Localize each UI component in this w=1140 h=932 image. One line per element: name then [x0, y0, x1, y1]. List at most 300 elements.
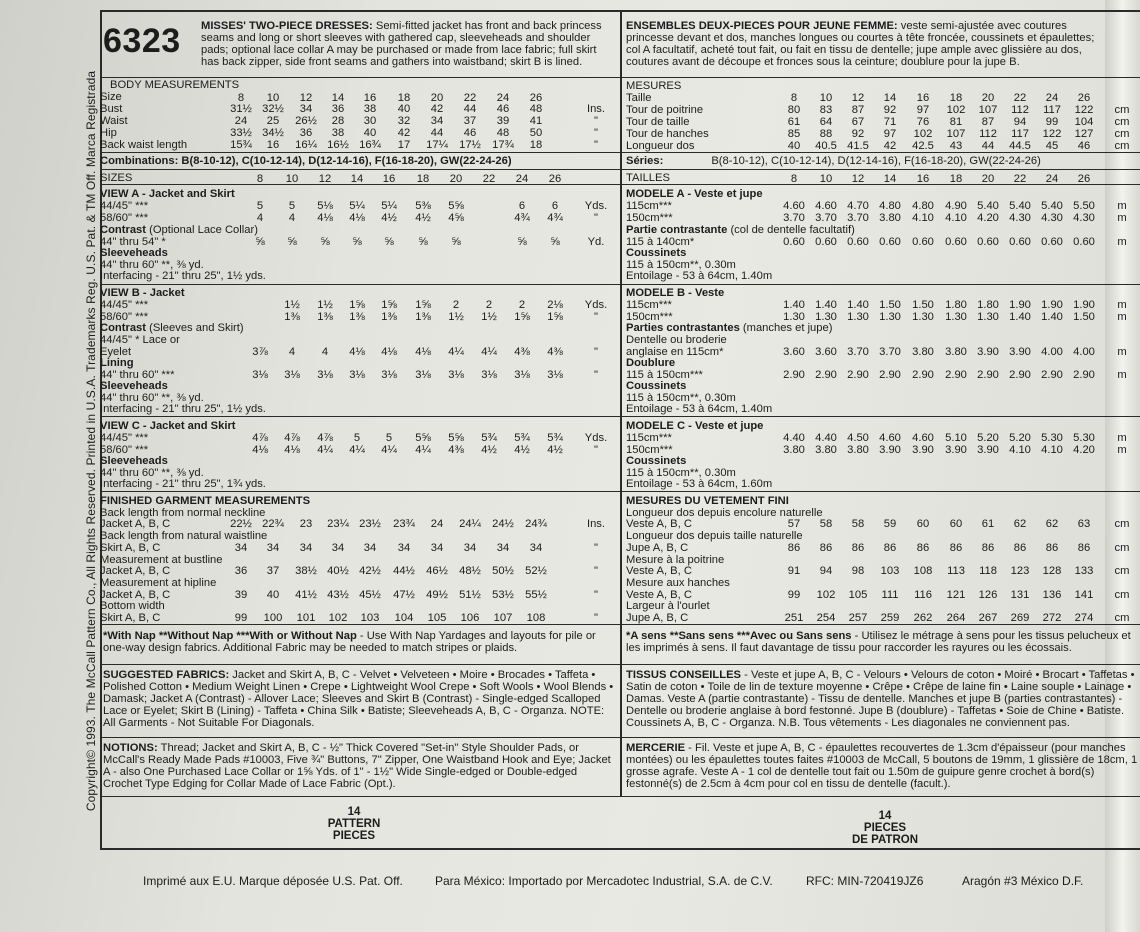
- fr-measurement-value: 16: [916, 92, 930, 104]
- fr-yardage-value: 4.20: [977, 212, 999, 224]
- fr-yardage-value: 1.90: [1009, 299, 1031, 311]
- fr-yardage-value: 2.90: [879, 369, 901, 381]
- fr-yardage-value: 5.10: [945, 432, 967, 444]
- yardage-unit: ": [594, 212, 598, 224]
- yardage-value: ⅝: [517, 236, 527, 248]
- finished-measurement-value: 39: [234, 589, 248, 601]
- fr-yardage-value: 4.10: [1009, 444, 1031, 456]
- en-f2: Back length from natural waistline: [100, 530, 268, 542]
- yardage-value: 3⅛: [284, 369, 300, 381]
- yardage-value: 1⅝: [381, 299, 397, 311]
- en-b-lining: 44" thru 60" ***: [100, 369, 175, 381]
- body-measurement-value: 30: [363, 115, 377, 127]
- finished-measurement-value: 103: [360, 612, 380, 624]
- fr-measurement-value: 85: [787, 128, 801, 140]
- fr-finished-measurement-value: 59: [883, 518, 897, 530]
- en-finished-title: FINISHED GARMENT MEASUREMENTS: [100, 495, 311, 507]
- yardage-value: 3⅛: [381, 369, 397, 381]
- finished-measurement-value: 34: [529, 542, 543, 554]
- yardage-value: 4⅝: [448, 212, 464, 224]
- finished-measurement-value: 38½: [295, 565, 317, 577]
- body-measurement-value: 16¾: [359, 139, 381, 151]
- fr-yardage-value: 1.50: [912, 299, 934, 311]
- fr-finished-measurement-value: 126: [978, 589, 998, 601]
- yardage-value: 5¾: [481, 432, 497, 444]
- fr-measurement-value: 64: [819, 116, 833, 128]
- fr-measurement-value: 42.5: [912, 140, 934, 152]
- fr-finished-measurement-value: 63: [1077, 518, 1091, 530]
- yardage-value: 1⅝: [349, 299, 365, 311]
- fr-yardage-value: 2.90: [1009, 369, 1031, 381]
- fr-finished-measurement-value: 86: [1013, 542, 1027, 554]
- yardage-value: 4⅛: [284, 444, 300, 456]
- fr-finished-measurement-value: 257: [848, 612, 868, 624]
- fr-a-c: 115 à 150cm**, 0.30m: [626, 259, 736, 271]
- size-value: 22: [482, 173, 496, 185]
- fr-yardage-value: 1.40: [847, 299, 869, 311]
- body-measurement-value: 18: [529, 139, 543, 151]
- yardage-unit: Yds.: [584, 432, 608, 444]
- body-measurement-value: 44: [430, 127, 444, 139]
- fr-yardage-value: 5.30: [1041, 432, 1063, 444]
- yardage-value: 4⅜: [514, 346, 530, 358]
- fr-sizes-row: [0, 173, 1140, 185]
- fr-finished-measurement-value: 123: [1010, 565, 1030, 577]
- fr-yardage-value: 0.60: [1073, 236, 1095, 248]
- fr-pieces-line1: PIECES: [863, 822, 907, 834]
- size-value: 16: [382, 173, 396, 185]
- yardage-label: 58/60" ***: [100, 444, 149, 456]
- fr-measurement-value: 43: [949, 140, 963, 152]
- fr-yardage-value: 4.80: [912, 200, 934, 212]
- en-f5: Bottom width: [100, 600, 165, 612]
- fr-pieces-count: 14: [878, 810, 892, 822]
- fr-yardage-value: 4.40: [815, 432, 837, 444]
- yardage-value: 4⅜: [448, 444, 464, 456]
- body-measurement-value: 15¾: [230, 139, 252, 151]
- yardage-value: 5⅝: [448, 200, 464, 212]
- yardage-value: 4¼: [381, 444, 397, 456]
- en-b-sleeveheads: Sleeveheads: [100, 380, 168, 392]
- fr-yardage-value: 3.90: [1009, 346, 1031, 358]
- fr-yardage-value: 1.30: [912, 311, 934, 323]
- fr-pattern-pieces: [825, 810, 945, 846]
- fr-series: [626, 156, 1041, 168]
- fr-yardage-value: 2.90: [945, 369, 967, 381]
- finished-measurement-value: 34: [430, 542, 444, 554]
- en-f3: Measurement at bustline: [100, 554, 223, 566]
- footer-trademark: Imprimé aux E.U. Marque déposée U.S. Pat. Off.: [143, 874, 403, 888]
- pattern-number: 6323: [103, 22, 181, 60]
- size-value: 26: [548, 173, 562, 185]
- finished-measurement-value: 34: [299, 542, 313, 554]
- yardage-value: 2: [518, 299, 526, 311]
- rule: [622, 77, 1140, 78]
- rule: [100, 284, 1140, 285]
- fr-measurement-value: 45: [1045, 140, 1059, 152]
- finished-measurement-value: 43½: [327, 589, 349, 601]
- fr-doublure: Doublure: [626, 357, 676, 369]
- finished-measurement-label: Jacket A, B, C: [100, 565, 171, 577]
- body-measurement-label: Hip: [100, 127, 117, 139]
- en-b-interfacing: Interfacing - 21" thru 25", 1½ yds.: [100, 403, 266, 415]
- fr-finished-measurement-label: Veste A, B, C: [626, 589, 692, 601]
- size-value: 14: [331, 92, 345, 104]
- yardage-value: 3⅞: [252, 346, 268, 358]
- fr-f4: Mesure aux hanches: [626, 577, 730, 589]
- fr-measurement-unit: cm: [1114, 116, 1130, 128]
- finished-measurement-unit: Ins.: [586, 518, 606, 530]
- yardage-label: 44" thru 54" *: [100, 236, 166, 248]
- footer-address: Aragón #3 México D.F.: [962, 874, 1084, 888]
- en-nap-bold: *With Nap **Without Nap ***With or Without Nap: [103, 630, 357, 642]
- fr-measurement-label: Longueur dos: [626, 140, 695, 152]
- fr-yardage-value: 0.60: [1041, 236, 1063, 248]
- fr-yardage-unit: m: [1117, 236, 1127, 248]
- fr-finished-measurement-unit: cm: [1114, 542, 1130, 554]
- fr-finished-measurement-value: 131: [1010, 589, 1030, 601]
- en-b-lace: 44/45" * Lace or: [100, 334, 180, 346]
- body-measurement-value: 37: [463, 115, 477, 127]
- finished-measurement-value: 48½: [459, 565, 481, 577]
- fr-yardage-value: 2.90: [977, 369, 999, 381]
- fr-yardage-value: 4.10: [1041, 444, 1063, 456]
- body-measurement-value: 26½: [295, 115, 317, 127]
- rule: [100, 77, 620, 78]
- fr-finished-measurement-label: Veste A, B, C: [626, 565, 692, 577]
- yardage-value: 3⅛: [514, 369, 530, 381]
- fr-finished-measurement-value: 269: [1010, 612, 1030, 624]
- en-b-lining-title: Lining: [100, 357, 134, 369]
- finished-measurement-value: 24: [430, 518, 444, 530]
- body-measurement-label: Back waist length: [100, 139, 188, 151]
- yardage-value: 1½: [481, 311, 497, 323]
- yardage-value: 5: [256, 200, 264, 212]
- yardage-value: 3⅛: [448, 369, 464, 381]
- fr-finished-measurement-value: 274: [1074, 612, 1094, 624]
- en-a-contrast-title: Contrast: [100, 224, 146, 236]
- en-view-b-title: VIEW B - Jacket: [100, 287, 185, 299]
- fr-header-body: veste semi-ajustée avec coutures princesse devant et dos, manches longues ou courtes à tête froncée, coussinets et épaulettes; col A facultatif, acheté tout fait, ou fait en tissu de dentelle; jupe ample avec glissière au dos, coutures avant de découpe et fronces sous la ceinture; doublure pour la jupe B.: [626, 20, 1095, 68]
- body-measurement-value: 48: [496, 127, 510, 139]
- fr-yardage-label: 150cm***: [626, 444, 673, 456]
- fr-series-label: Séries:: [626, 155, 664, 167]
- fr-measurement-label: Tour de hanches: [626, 128, 709, 140]
- yardage-unit: ": [594, 346, 598, 358]
- finished-measurement-value: 50½: [492, 565, 514, 577]
- body-measurement-value: 44: [463, 103, 477, 115]
- body-measurement-value: 50: [529, 127, 543, 139]
- finished-measurement-value: 107: [493, 612, 513, 624]
- yardage-label: 44/45" ***: [100, 432, 149, 444]
- size-value: 24: [515, 173, 529, 185]
- fr-header: [626, 20, 1100, 68]
- finished-measurement-value: 51½: [459, 589, 481, 601]
- fr-measurement-value: 14: [883, 92, 897, 104]
- fr-measurement-unit: cm: [1114, 140, 1130, 152]
- body-measurement-value: 32: [397, 115, 411, 127]
- fr-measurement-value: 104: [1074, 116, 1094, 128]
- en-a-contrast-note: (Optional Lace Collar): [149, 224, 258, 236]
- fr-finished-measurement-value: 251: [784, 612, 804, 624]
- yardage-unit: ": [594, 369, 598, 381]
- yardage-value: ⅝: [255, 236, 265, 248]
- yardage-value: 4⅛: [252, 444, 268, 456]
- fr-finished-measurement-value: 113: [947, 565, 965, 577]
- fr-yardage-value: 4.10: [945, 212, 967, 224]
- fr-yardage-value: 4.60: [912, 432, 934, 444]
- finished-measurement-value: 24¼: [459, 518, 481, 530]
- fr-yardage-value: 5.20: [1009, 432, 1031, 444]
- finished-measurement-label: Skirt A, B, C: [100, 542, 161, 554]
- yardage-value: 5¼: [349, 200, 365, 212]
- finished-measurement-value: 105: [427, 612, 447, 624]
- finished-measurement-value: 41½: [295, 589, 317, 601]
- finished-measurement-value: 45½: [359, 589, 381, 601]
- fr-finished-measurement-unit: cm: [1114, 589, 1130, 601]
- en-nap-body: - Use With Nap Yardages and layouts for pile or one-way design fabrics. Additional Fabric may be needed to match stripes or plaids.: [103, 630, 596, 654]
- finished-measurement-value: 100: [263, 612, 283, 624]
- body-measurement-value: 38: [331, 127, 345, 139]
- fr-finished-measurement-value: 116: [914, 589, 932, 601]
- fr-yardage-value: 0.60: [912, 236, 934, 248]
- yardage-value: 1⅜: [415, 311, 431, 323]
- fr-measurement-value: 18: [949, 92, 963, 104]
- fr-yardage-value: 5.20: [977, 432, 999, 444]
- finished-measurement-value: 24½: [492, 518, 514, 530]
- finished-measurement-value: 53½: [492, 589, 514, 601]
- fr-yardage-value: 3.80: [783, 444, 805, 456]
- fr-measurement-value: 94: [1013, 116, 1027, 128]
- en-fabrics: [103, 669, 615, 729]
- finished-measurement-value: 40: [266, 589, 280, 601]
- fr-c-e: Entoilage - 53 à 64cm, 1.60m: [626, 478, 773, 490]
- fr-yardage-value: 2.90: [815, 369, 837, 381]
- body-measurement-value: 40: [397, 103, 411, 115]
- fr-finished-measurement-value: 111: [881, 589, 899, 601]
- fr-f3: Mesure à la poitrine: [626, 554, 725, 566]
- fr-measurement-value: 20: [981, 92, 995, 104]
- body-measurement-value: 38: [363, 103, 377, 115]
- fr-f1: Longueur dos depuis encolure naturelle: [626, 507, 823, 519]
- fr-finished-measurement-label: Jupe A, B, C: [626, 612, 689, 624]
- size-value: 24: [496, 92, 510, 104]
- fr-nap-bold: *A sens **Sans sens ***Avec ou Sans sens: [626, 630, 852, 642]
- fr-measurement-value: 44: [981, 140, 995, 152]
- size-value: 10: [266, 92, 280, 104]
- size-value: 18: [397, 92, 411, 104]
- fr-finished-measurement-value: 86: [883, 542, 897, 554]
- fr-finished-measurement-value: 103: [880, 565, 900, 577]
- fr-yardage-value: 3.90: [977, 444, 999, 456]
- fr-size-value: 12: [851, 173, 865, 185]
- yardage-value: ⅝: [384, 236, 394, 248]
- finished-measurement-value: 36: [234, 565, 248, 577]
- yardage-value: 4: [288, 212, 296, 224]
- en-view-c-title: VIEW C - Jacket and Skirt: [100, 420, 236, 432]
- finished-measurement-value: 34: [463, 542, 477, 554]
- en-f4: Measurement at hipline: [100, 577, 217, 589]
- fr-yardage-value: 1.40: [783, 299, 805, 311]
- fr-measurement-value: 40: [787, 140, 801, 152]
- finished-measurement-value: 101: [296, 612, 316, 624]
- yardage-value: 4: [321, 346, 329, 358]
- fr-finished-measurement-value: 264: [946, 612, 966, 624]
- yardage-value: 1⅜: [284, 311, 300, 323]
- fr-size-value: 20: [981, 173, 995, 185]
- fr-finished-measurement-value: 61: [981, 518, 995, 530]
- yardage-value: 4¼: [349, 444, 365, 456]
- fr-yardage-value: 2.90: [847, 369, 869, 381]
- fr-measurement-value: 87: [981, 116, 995, 128]
- fr-yardage-label: 115 à 140cm*: [626, 236, 695, 248]
- fr-yardage-value: 5.40: [977, 200, 999, 212]
- fr-yardage-value: 4.30: [1073, 212, 1095, 224]
- finished-measurement-unit: ": [594, 612, 598, 624]
- en-combinations-text: Combinations: B(8-10-12), C(10-12-14), D(12-14-16), F(16-18-20), GW(22-24-26): [100, 155, 512, 167]
- body-measurements-title: BODY MEASUREMENTS: [110, 79, 240, 91]
- yardage-label: 44/45" ***: [100, 299, 149, 311]
- yardage-unit: ": [594, 311, 598, 323]
- fr-finished-measurement-value: 141: [1074, 589, 1094, 601]
- fr-measurement-value: 42: [883, 140, 897, 152]
- fr-yardage-value: 4.70: [847, 200, 869, 212]
- fr-yardage-value: 1.40: [815, 299, 837, 311]
- fr-yardage-value: 3.80: [945, 346, 967, 358]
- fr-finished-measurement-value: 94: [819, 565, 833, 577]
- body-measurement-value: 42: [430, 103, 444, 115]
- yardage-value: 4½: [381, 212, 397, 224]
- yardage-value: 2⅛: [547, 299, 563, 311]
- fr-yardage-value: 4.80: [879, 200, 901, 212]
- fr-finished-measurement-value: 58: [819, 518, 833, 530]
- body-measurement-value: 34: [430, 115, 444, 127]
- fr-yardage-value: 3.80: [847, 444, 869, 456]
- yardage-value: 4¼: [415, 444, 431, 456]
- fr-measurement-value: 122: [1074, 104, 1094, 116]
- fr-size-value: 22: [1013, 173, 1027, 185]
- fr-finished-measurement-unit: cm: [1114, 612, 1130, 624]
- fr-yardage-value: 3.80: [815, 444, 837, 456]
- size-value: 22: [463, 92, 477, 104]
- footer-rfc: RFC: MIN-720419JZ6: [806, 874, 924, 888]
- body-measurement-value: 16¼: [295, 139, 317, 151]
- fr-size-value: 10: [819, 173, 833, 185]
- en-a-interfacing: Interfacing - 21" thru 25", 1½ yds.: [100, 270, 266, 282]
- fr-measurement-value: 117: [1011, 128, 1029, 140]
- finished-measurement-value: 23: [299, 518, 313, 530]
- fr-finished-measurement-value: 136: [1042, 589, 1062, 601]
- fr-yardage-value: 1.30: [977, 311, 999, 323]
- fr-yardage-value: 3.90: [912, 444, 934, 456]
- yardage-value: 1½: [284, 299, 300, 311]
- yardage-value: 4⅛: [415, 346, 431, 358]
- yardage-value: 4⅜: [547, 346, 563, 358]
- fr-yardage-value: 4.10: [912, 212, 934, 224]
- fr-yardage-unit: m: [1117, 311, 1127, 323]
- fr-a-coussinets: Coussinets: [626, 247, 687, 259]
- rule: [100, 737, 1140, 738]
- fr-finished-measurement-label: Jupe A, B, C: [626, 542, 689, 554]
- finished-measurement-value: 55½: [525, 589, 547, 601]
- en-pattern-pieces: [294, 806, 414, 842]
- fr-measurement-value: 92: [851, 128, 865, 140]
- body-measurement-value: 33½: [230, 127, 252, 139]
- fr-b-contrast-title: Parties contrastantes: [626, 322, 740, 334]
- fr-b-e: Entoilage - 53 à 64cm, 1.40m: [626, 403, 773, 415]
- rule: [100, 169, 1140, 170]
- yardage-value: 1⅜: [381, 311, 397, 323]
- yardage-value: 4¾: [514, 212, 530, 224]
- yardage-value: 3⅛: [481, 369, 497, 381]
- fr-series-values: B(8-10-12), C(10-12-14), D(12-14-16), F(16-18-20), GW(22-24-26): [711, 155, 1041, 167]
- body-measurement-value: 17: [397, 139, 411, 151]
- fr-yardage-value: 4.30: [1041, 212, 1063, 224]
- fr-yardage-value: 3.70: [847, 212, 869, 224]
- body-measurement-unit: ": [594, 115, 598, 127]
- finished-measurement-value: 108: [526, 612, 546, 624]
- rule: [100, 491, 1140, 492]
- fr-f5: Largeur à l'ourlet: [626, 600, 710, 612]
- fr-yardage-unit: m: [1117, 212, 1127, 224]
- fr-measurement-value: 112: [1011, 104, 1029, 116]
- yardage-value: 5¼: [381, 200, 397, 212]
- fr-tissus-body: - Veste et jupe A, B, C - Velours • Velours de coton • Moiré • Brocart • Taffetas • Satin de coton • Toile de lin de texture moyenne • Crêpe • Crêpe de laine fin • Laine souple • Lainage • Damas. Veste A (partie contrastante) - Tissu de dentelle. Manches et jupe B (parties contrastantes) - Dentelle ou broderie anglaise à bord festonné. Jupe B (doublure) - Taffetas • Soie de Chine • Batiste. Coussinets A, B, C - Organza. N.B. Tous vêtements - Les diagonales ne conviennent pas.: [626, 669, 1135, 729]
- fr-measurement-label: Tour de taille: [626, 116, 690, 128]
- fr-yardage-value: 3.90: [879, 444, 901, 456]
- yardage-value: 5⅝: [448, 432, 464, 444]
- fr-yardage-value: 1.40: [1041, 311, 1063, 323]
- fr-yardage-value: 1.40: [1009, 311, 1031, 323]
- yardage-value: 1⅝: [415, 299, 431, 311]
- fr-yardage-label: 115cm***: [626, 200, 672, 212]
- fr-measurement-value: 67: [851, 116, 865, 128]
- fr-yardage-value: 1.30: [879, 311, 901, 323]
- fr-yardage-value: 1.90: [1041, 299, 1063, 311]
- fr-finished-measurement-value: 86: [787, 542, 801, 554]
- body-measurement-value: 46: [463, 127, 477, 139]
- en-pieces-line2: PIECES: [332, 830, 376, 842]
- fr-yardage-value: 5.30: [1073, 432, 1095, 444]
- yardage-value: 5: [288, 200, 296, 212]
- fr-measurement-value: 87: [851, 104, 865, 116]
- finished-measurement-value: 34: [266, 542, 280, 554]
- yardage-value: 5⅝: [415, 432, 431, 444]
- fr-measurement-value: 71: [883, 116, 897, 128]
- fr-finished-measurement-value: 86: [981, 542, 995, 554]
- en-combinations: [100, 156, 512, 168]
- yardage-value: ⅝: [451, 236, 461, 248]
- fr-finished-measurement-value: 86: [819, 542, 833, 554]
- en-b-sleeve: 44" thru 60" **, ⅜ yd.: [100, 392, 204, 404]
- yardage-value: 1½: [448, 311, 464, 323]
- fr-measurement-unit: cm: [1114, 104, 1130, 116]
- finished-measurement-value: 34: [397, 542, 411, 554]
- fr-yardage-value: 3.90: [977, 346, 999, 358]
- fr-finished-measurement-value: 128: [1042, 565, 1062, 577]
- fr-size-value: 18: [949, 173, 963, 185]
- en-notions: [103, 742, 615, 790]
- yardage-label: 58/60" ***: [100, 311, 149, 323]
- finished-measurement-value: 40½: [327, 565, 349, 577]
- size-value: 20: [430, 92, 444, 104]
- rule: [100, 796, 1140, 797]
- fr-measurement-value: 117: [1043, 104, 1061, 116]
- en-header: [201, 20, 615, 68]
- body-measurement-value: 16: [266, 139, 280, 151]
- finished-measurement-value: 24¾: [525, 518, 547, 530]
- body-measurement-label: Bust: [100, 103, 123, 115]
